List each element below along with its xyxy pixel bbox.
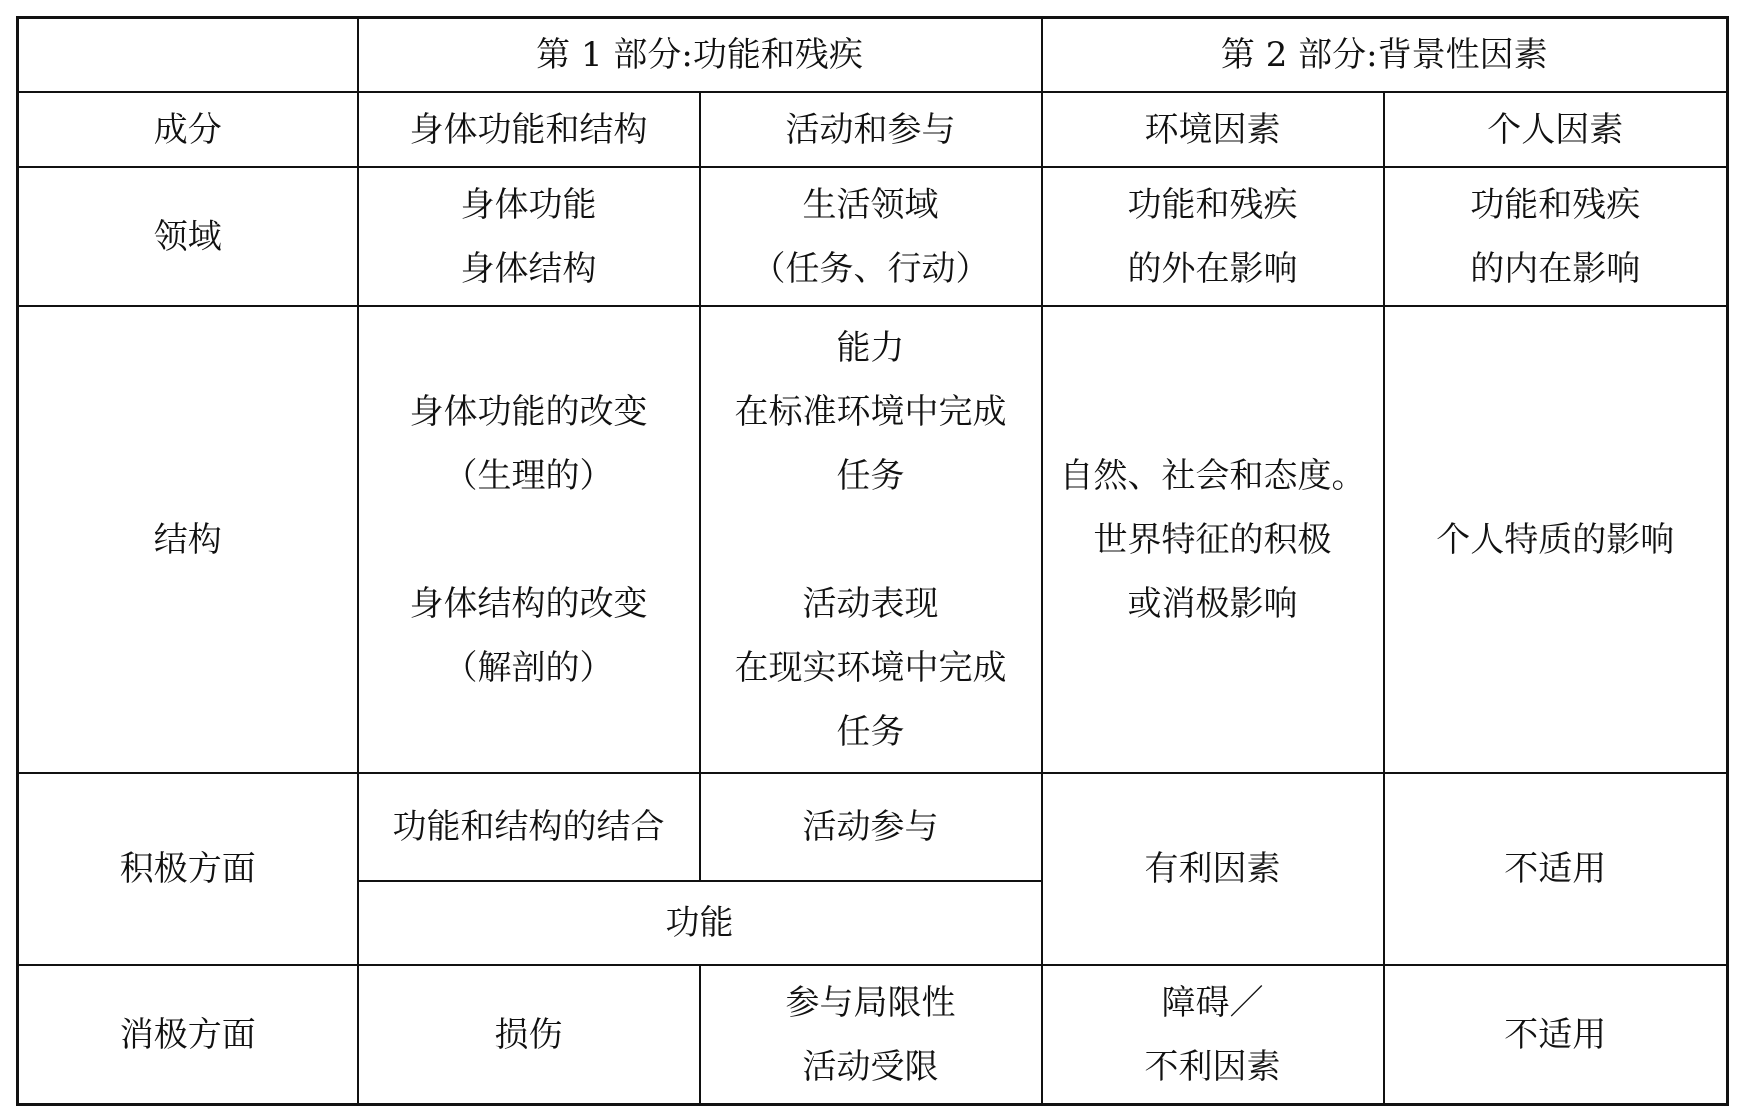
negative-environment-line: 障碍／ [1161, 982, 1264, 1023]
constructs-personal-factors: 个人特质的影响 [1384, 306, 1728, 773]
line-gap [359, 508, 699, 572]
constructs-activity-participation [700, 306, 1042, 773]
construct-structure-change: 身体结构的改变 [409, 583, 648, 624]
components-environmental-factors: 环境因素 [1042, 92, 1384, 167]
positive-functioning-combined: 功能 [358, 881, 1042, 965]
components-activity-participation: 活动和参与 [700, 92, 1042, 167]
domains-activity-participation [700, 167, 1042, 306]
constructs-row [18, 306, 1728, 773]
negative-aspect-row [18, 965, 1728, 1104]
components-label: 成分 [18, 92, 358, 167]
domains-environmental-factors [1042, 167, 1384, 306]
construct-capacity-line: 在标准环境中完成 [734, 391, 1007, 432]
domains-body-functions-structures [358, 167, 700, 306]
construct-capacity-line: 任务 [836, 455, 905, 496]
construct-function-change-note: （生理的） [443, 455, 614, 496]
part2-header: 第 2 部分:背景性因素 [1042, 18, 1728, 93]
construct-capacity: 能力 [836, 327, 905, 368]
construct-performance-line: 在现实环境中完成 [734, 647, 1007, 688]
negative-environmental-factors [1042, 965, 1384, 1104]
components-body-functions-structures: 身体功能和结构 [358, 92, 700, 167]
corner-cell [18, 18, 358, 93]
domains-environment-line: 功能和残疾 [1127, 184, 1298, 225]
domains-body-line: 身体功能 [460, 184, 597, 225]
negative-aspect-label: 消极方面 [18, 965, 358, 1104]
construct-structure-change-note: （解剖的） [443, 647, 614, 688]
negative-personal-factors: 不适用 [1384, 965, 1728, 1104]
domains-personal-factors [1384, 167, 1728, 306]
negative-body-functions-structures: 损伤 [358, 965, 700, 1104]
negative-activity-line: 活动受限 [802, 1046, 939, 1087]
negative-environment-line: 不利因素 [1144, 1046, 1281, 1087]
domains-activity-line: 生活领域 [802, 184, 939, 225]
components-row [18, 92, 1728, 167]
construct-environment-line: 世界特征的积极 [1093, 519, 1332, 560]
construct-performance-line: 任务 [836, 711, 905, 752]
domains-environment-line: 的外在影响 [1127, 248, 1298, 289]
domains-row [18, 167, 1728, 306]
domains-body-line: 身体结构 [460, 248, 597, 289]
constructs-environmental-factors [1042, 306, 1384, 773]
negative-activity-participation [700, 965, 1042, 1104]
negative-activity-line: 参与局限性 [785, 982, 956, 1023]
constructs-label: 结构 [18, 306, 358, 773]
constructs-body-functions-structures [358, 306, 700, 773]
components-personal-factors: 个人因素 [1384, 92, 1728, 167]
construct-environment-line: 或消极影响 [1127, 583, 1298, 624]
positive-environmental-factors: 有利因素 [1042, 773, 1384, 965]
header-row [18, 18, 1728, 93]
positive-aspect-row [18, 773, 1728, 881]
positive-aspect-label: 积极方面 [18, 773, 358, 965]
construct-environment-line: 自然、社会和态度。 [1059, 455, 1366, 496]
construct-performance: 活动表现 [802, 583, 939, 624]
domains-label: 领域 [18, 167, 358, 306]
domains-personal-line: 的内在影响 [1470, 248, 1641, 289]
line-gap [701, 508, 1041, 572]
positive-body-functions-structures: 功能和结构的结合 [358, 773, 700, 881]
construct-function-change: 身体功能的改变 [409, 391, 648, 432]
icf-classification-table [16, 16, 1729, 1106]
positive-activity-participation: 活动参与 [700, 773, 1042, 881]
domains-activity-line: （任务、行动） [751, 248, 990, 289]
part1-header: 第 1 部分:功能和残疾 [358, 18, 1042, 93]
domains-personal-line: 功能和残疾 [1470, 184, 1641, 225]
positive-personal-factors: 不适用 [1384, 773, 1728, 965]
